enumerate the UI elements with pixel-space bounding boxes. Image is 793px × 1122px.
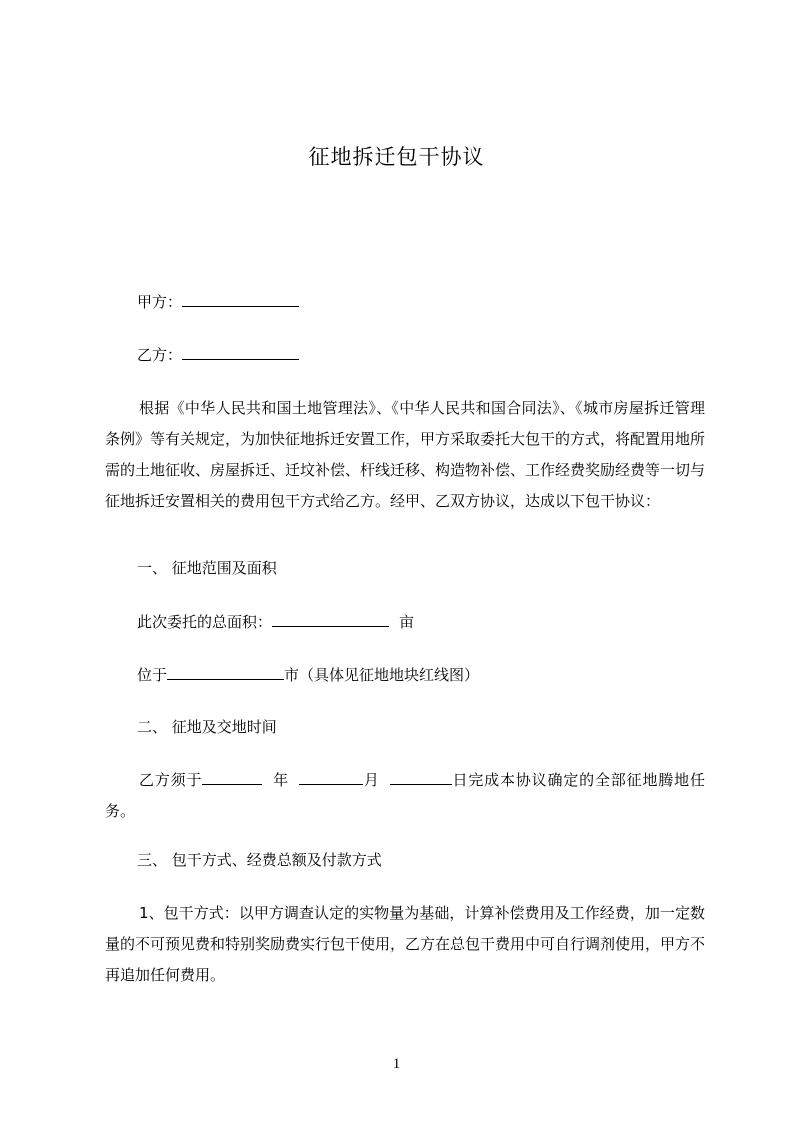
party-a-label: 甲方： xyxy=(137,293,183,311)
intro-paragraph: 根据《中华人民共和国土地管理法》、《中华人民共和国合同法》、《城市房屋拆迁管理条例》等有关规定，为加快征地拆迁安置工作，甲方采取委托大包干的方式，将配置用地所需的土地征收、房屋拆迁、迁坟补偿、杆线迁移、构造物补偿、工作经费奖励经费等一切与征地拆迁安置相关的费用包干方式给乙方。经甲、乙双方协议，达成以下包干协议： xyxy=(105,399,706,510)
clause-1-paragraph: 1、包干方式：以甲方调查认定的实物量为基础，计算补偿费用及工作经费，加一定数量的不可预见费和特别奖励费实行包干使用，乙方在总包干费用中可自行调剂使用，甲方不再追加任何费用。 xyxy=(105,904,706,984)
deadline-suffix: 日完成本协议确定的全部征地腾地任务。 xyxy=(105,771,705,820)
deadline-day-blank xyxy=(390,769,452,785)
deadline-year-blank xyxy=(202,769,262,785)
deadline-month-label: 月 xyxy=(363,771,380,789)
party-b-line xyxy=(137,344,299,365)
area-prefix: 此次委托的总面积： xyxy=(137,613,273,631)
party-b-blank xyxy=(182,344,299,360)
section-1-heading: 一、 征地范围及面积 xyxy=(137,559,277,577)
deadline-prefix: 乙方须于 xyxy=(139,771,203,789)
area-line xyxy=(137,611,414,632)
party-b-label: 乙方： xyxy=(137,346,183,364)
deadline-month-blank xyxy=(299,769,363,785)
party-a-blank xyxy=(182,291,299,307)
location-prefix: 位于 xyxy=(137,666,168,684)
deadline-paragraph xyxy=(105,765,705,827)
location-blank xyxy=(167,664,284,680)
page-number: 1 xyxy=(392,1056,401,1072)
location-line xyxy=(137,664,479,685)
area-unit: 亩 xyxy=(399,613,415,631)
section-3-heading: 三、 包干方式、经费总额及付款方式 xyxy=(137,851,382,869)
area-blank xyxy=(272,611,389,627)
document-title: 征地拆迁包干协议 xyxy=(308,145,485,169)
deadline-year-label: 年 xyxy=(272,771,289,789)
section-2-heading: 二、 征地及交地时间 xyxy=(137,718,277,736)
location-suffix: 市（具体见征地地块红线图） xyxy=(284,666,480,684)
party-a-line xyxy=(137,291,299,312)
